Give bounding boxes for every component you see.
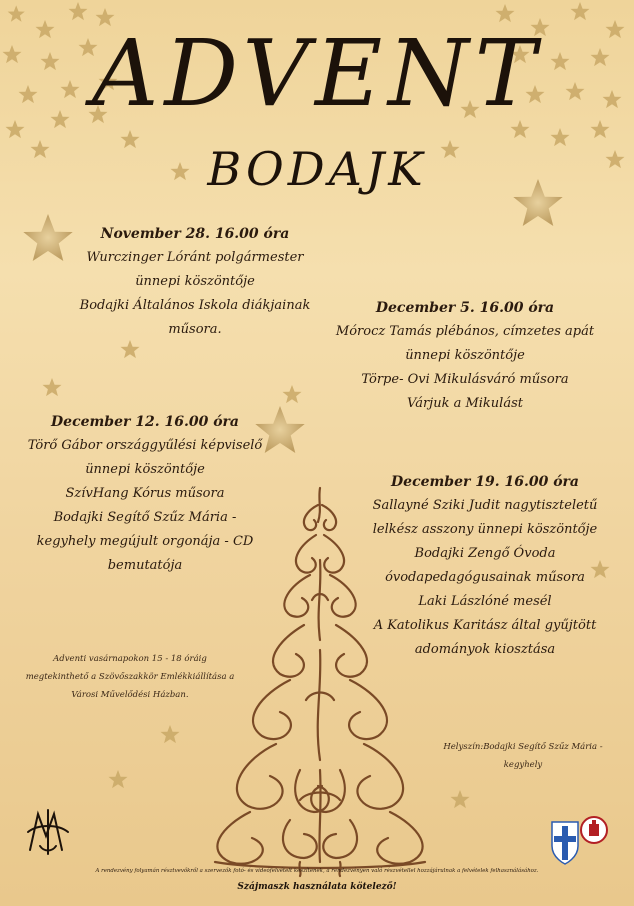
venue-note [418,738,628,774]
event-line: kegyhely megújult orgonája - CD [36,534,254,549]
event-line: Bodajki Zengő Óvoda [414,546,556,561]
event-date: December 5. 16.00 óra [375,300,555,316]
small-star-icon [283,385,302,403]
event-line: lelkész asszony ünnepi köszöntője [372,522,598,537]
event-line: Wurczinger Lóránt polgármester [86,250,304,265]
poster-subtitle: BODAJK [207,142,427,196]
event-line: műsora. [168,322,222,337]
event-line: SzívHang Kórus műsora [65,486,225,501]
event-line: Sallayné Sziki Judit nagytiszteletű [372,498,598,513]
event-line: óvodapedagógusainak műsora [385,570,585,585]
note-line: Adventi vasárnapokon 15 - 18 óráig [53,654,207,664]
event-block-dec-19 [340,470,630,662]
event-line: Bodajki Általános Iskola diákjainak [79,298,311,313]
event-block-dec-5 [300,296,630,416]
event-line: Várjuk a Mikulást [407,396,523,411]
event-date: November 28. 16.00 óra [100,226,290,242]
small-star-icon [43,378,62,396]
event-line: ünnepi köszöntője [135,274,255,289]
small-star-icon [121,340,140,358]
small-star-icon [109,770,128,788]
exhibition-note [20,650,240,704]
small-star-icon [451,790,470,808]
venue-line: Helyszín:Bodajki Segítő Szűz Mária - [443,742,603,752]
monogram-logo-icon [24,806,72,856]
coat-of-arms-icon [548,812,612,868]
note-line: Városi Művelődési Házban. [71,690,189,700]
event-line: A Katolikus Karitász által gyűjtött [373,618,597,633]
event-line: Törpe- Ovi Mikulásváró műsora [361,372,569,387]
event-date: December 19. 16.00 óra [391,474,579,490]
event-line: Laki Lászlóné mesél [418,594,552,609]
photo-consent-notice: A rendezvény folyamán résztvevőkről a szervezők fotó- és videófelvételt készítenek, a rendezvényen való részvétellel hozzájárulnak a felvételek felhasználásához. [95,868,539,874]
note-line: megtekinthető a Szövőszakkör Emlékkiállítása a [25,672,235,682]
venue-line: kegyhely [503,760,543,770]
event-line: ünnepi köszöntője [85,462,205,477]
poster-title: ADVENT [91,20,543,127]
event-line: Törő Gábor országgyűlési képviselő [27,438,263,453]
event-block-dec-12 [0,410,290,578]
mask-requirement-notice: Szájmaszk használata kötelező! [237,882,397,892]
small-star-icon [161,725,180,743]
event-date: December 12. 16.00 óra [51,414,239,430]
event-line: bemutatója [107,558,183,573]
event-line: adományok kiosztása [414,642,556,657]
event-line: ünnepi köszöntője [405,348,525,363]
event-line: Mórocz Tamás plébános, címzetes apát [335,324,595,339]
event-line: Bodajki Segítő Szűz Mária - [53,510,237,525]
